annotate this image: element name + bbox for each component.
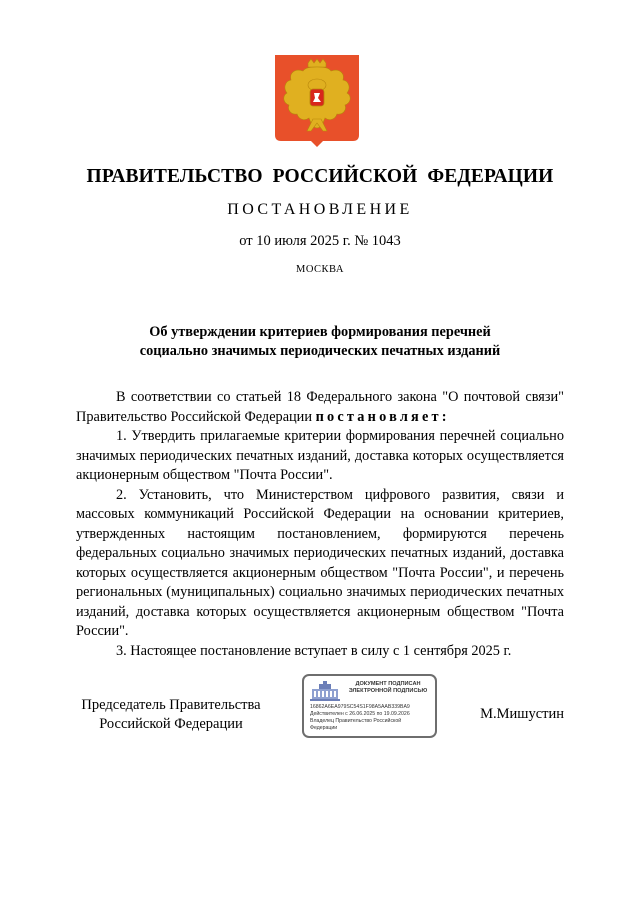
stamp-validity: Действителен с 26.06.2025 по 19.09.2026	[310, 711, 410, 717]
signatory-name: М.Мишустин	[480, 706, 564, 722]
clause-1: 1. Утвердить прилагаемые критерии формирования перечней социально значимых периодических печатных изданий, доставка которых осуществляется акционерным обществом "Почта России".	[76, 428, 564, 483]
document-city: МОСКВА	[296, 264, 344, 275]
document-heading	[76, 323, 564, 361]
position-line-2: Российской Федерации	[99, 716, 243, 732]
preamble-text: В соответствии со статьей 18 Федерального закона "О почтовой связи" Правительство Российской Федерации	[76, 389, 564, 425]
document-date-number: от 10 июля 2025 г. № 1043	[239, 233, 401, 249]
stamp-title-line-2: ЭЛЕКТРОННОЙ ПОДПИСЬЮ	[348, 688, 428, 694]
government-building-icon	[310, 681, 340, 701]
signatory-position	[76, 696, 266, 734]
government-title: ПРАВИТЕЛЬСТВО РОССИЙСКОЙ ФЕДЕРАЦИИ	[86, 166, 554, 187]
preamble-paragraph	[76, 388, 564, 427]
stamp-owner-line-1: Владелец Правительство Российской	[310, 718, 402, 724]
stamp-owner-line-2: Федерации	[310, 725, 338, 731]
document-body	[76, 388, 564, 661]
stamp-certificate: 16862A6EA979SC54S1F98A5AAB339BA9	[310, 704, 410, 710]
electronic-signature-stamp	[302, 674, 437, 738]
position-line-1: Председатель Правительства	[81, 697, 261, 713]
heading-line-1: Об утверждении критериев формирования перечней	[149, 324, 491, 340]
resolves-word: постановляет:	[315, 408, 450, 425]
heading-line-2: социально значимых периодических печатных изданий	[139, 343, 501, 359]
stamp-title	[342, 681, 434, 695]
coat-of-arms-icon	[275, 55, 359, 147]
clause-3: 3. Настоящее постановление вступает в силу с 1 сентября 2025 г.	[116, 642, 512, 659]
document-type: ПОСТАНОВЛЕНИЕ	[227, 201, 413, 218]
stamp-title-line-1: ДОКУМЕНТ ПОДПИСАН	[355, 681, 421, 687]
clause-2: 2. Установить, что Министерством цифрового развития, связи и массовых коммуникаций Российской Федерации на основании критериев, утвержденных настоящим постановлением, формируются перечень федеральных социально значимых периодических печатных изданий, доставка которых осуществляется акционерным обществом "Почта России", и перечень региональных (муниципальных) социально значимых периодических печатных изданий, доставка которых осуществляется акционерным обществом "Почта России".	[76, 486, 564, 639]
